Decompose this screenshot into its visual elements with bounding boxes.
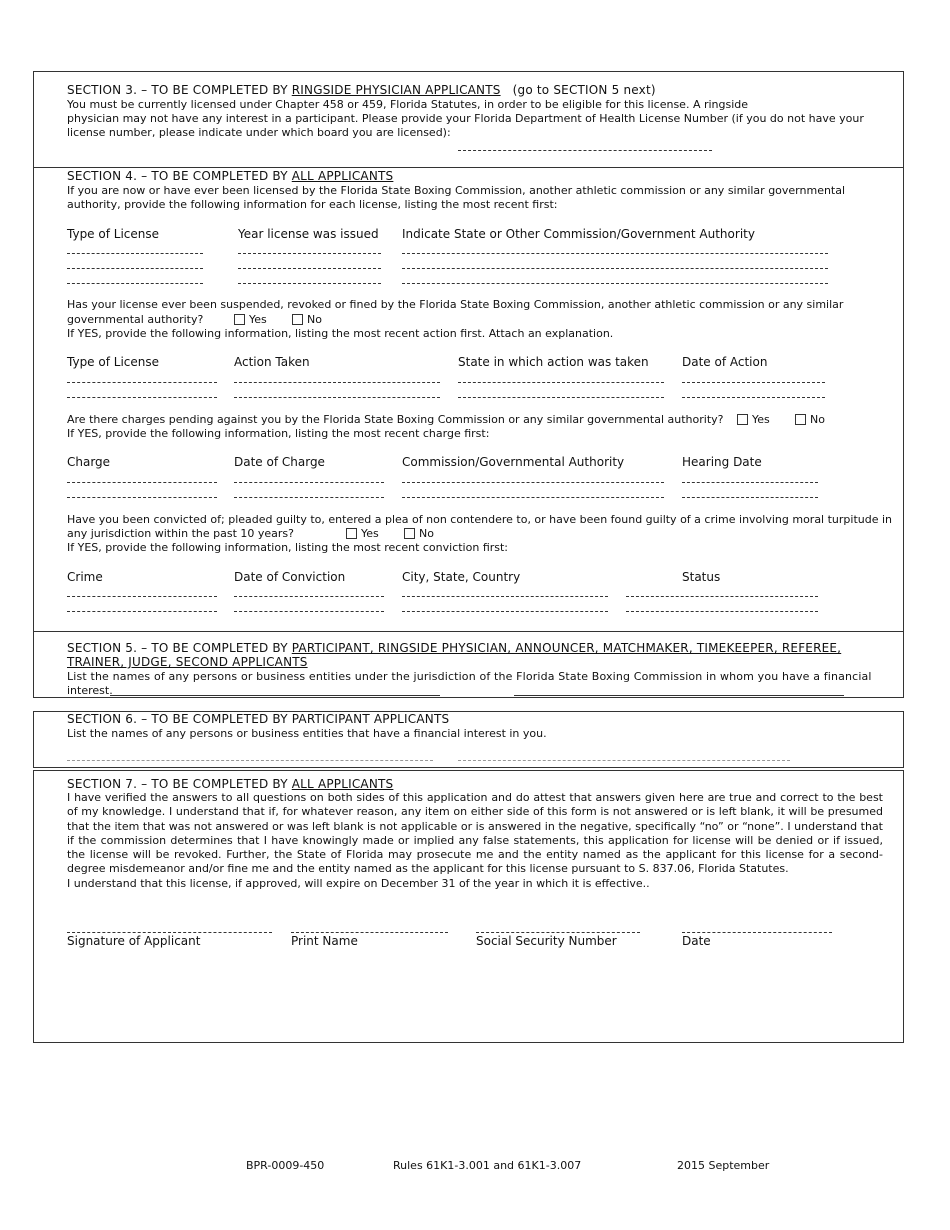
print-name-field[interactable] [291, 932, 448, 933]
charges-yes-checkbox[interactable]: Yes [737, 413, 770, 427]
section-7-attestation: I have verified the answers to all questions on both sides of this application and do attest that answers given here are true and correct to the best of my knowledge. I understand that if, for whatever reason, any item on either side of this form is not answered or is left blank, it will be presumed that the item that was not answered or was left blank is not applicable or is answered in the negative, specifically “no” or “none”. I understand that if the commission determines that I have knowingly made or implied any false statements, this application for license will be denied or if issued, the license will be revoked. Further, the State of Florida may prosecute me and the entity named as the applicant for this license for a second-degree misdemeanor and/or fine me and the entity named as the applicant for this license pursuant to S. 837.06, Florida Statutes. [67, 791, 883, 876]
section-7-heading: SECTION 7. – TO BE COMPLETED BY ALL APPLICANTS [67, 777, 394, 791]
question-charges: Are there charges pending against you by the Florida State Boxing Commission or any similar governmental authority? [67, 413, 724, 426]
col-charge: Charge [67, 455, 111, 469]
license-type-field[interactable] [67, 283, 203, 284]
interested-party-field-2[interactable] [458, 760, 790, 761]
charge-date-field[interactable] [234, 482, 384, 483]
conviction-date-field[interactable] [234, 596, 384, 597]
action-state-field[interactable] [458, 382, 664, 383]
col-commission-authority: Commission/Governmental Authority [402, 455, 625, 469]
checkbox-icon [795, 414, 806, 425]
checkbox-icon [234, 314, 245, 325]
col-type-of-license: Type of License [67, 355, 159, 369]
conviction-location-field[interactable] [402, 596, 608, 597]
action-date-field[interactable] [682, 382, 825, 383]
conviction-date-field[interactable] [234, 611, 384, 612]
section-5-text-2: interest. [67, 684, 113, 697]
license-number-field[interactable] [458, 150, 712, 151]
col-status: Status [682, 570, 721, 584]
action-license-field[interactable] [67, 397, 217, 398]
rules-reference: Rules 61K1-3.001 and 61K1-3.007 [393, 1159, 582, 1172]
section-6-heading: SECTION 6. – TO BE COMPLETED BY PARTICIPANT APPLICANTS [67, 712, 450, 726]
checkbox-icon [292, 314, 303, 325]
date-field[interactable] [682, 932, 832, 933]
col-action-taken: Action Taken [234, 355, 310, 369]
crime-field[interactable] [67, 611, 217, 612]
checkbox-icon [404, 528, 415, 539]
convicted-no-checkbox[interactable]: No [404, 527, 434, 541]
section-3-text-3: license number, please indicate under which board you are licensed): [67, 126, 451, 139]
print-name-label: Print Name [291, 934, 358, 948]
interested-party-field-1[interactable] [67, 760, 433, 761]
col-hearing-date: Hearing Date [682, 455, 762, 469]
checkbox-icon [737, 414, 748, 425]
license-type-field[interactable] [67, 253, 203, 254]
action-taken-field[interactable] [234, 382, 440, 383]
col-state-authority: Indicate State or Other Commission/Government Authority [402, 227, 755, 241]
section-3-text-1: You must be currently licensed under Chapter 458 or 459, Florida Statutes, in order to be eligible for this license. A ringside [67, 98, 749, 111]
date-label: Date [682, 934, 711, 948]
charge-authority-field[interactable] [402, 497, 664, 498]
question-convicted-1: Have you been convicted of; pleaded guilty to, entered a plea of non contendere to, or have been found guilty of a crime involving moral turpitude in [67, 513, 893, 526]
suspended-no-checkbox[interactable]: No [292, 313, 322, 327]
section-3-heading: SECTION 3. – TO BE COMPLETED BY RINGSIDE PHYSICIAN APPLICANTS (go to SECTION 5 next) [67, 83, 656, 97]
question-convicted-2: any jurisdiction within the past 10 years? [67, 527, 294, 540]
signature-label: Signature of Applicant [67, 934, 201, 948]
charge-field[interactable] [67, 497, 217, 498]
question-charges-followup: If YES, provide the following information, listing the most recent charge first: [67, 427, 490, 440]
signature-field[interactable] [67, 932, 272, 933]
convicted-yes-checkbox[interactable]: Yes [346, 527, 379, 541]
conviction-location-field[interactable] [402, 611, 608, 612]
col-date-of-charge: Date of Charge [234, 455, 325, 469]
section-4-intro: If you are now or have ever been licensed by the Florida State Boxing Commission, another athletic commission or any similar governmental authority, provide the following information for each license, listing the most recent first: [67, 184, 846, 212]
section-5-heading: SECTION 5. – TO BE COMPLETED BY PARTICIPANT, RINGSIDE PHYSICIAN, ANNOUNCER, MATCHMAKER, TIMEKEEPER, REFEREE, TRAINER, JUDGE, SECOND APPLICANTS [67, 641, 842, 669]
crime-field[interactable] [67, 596, 217, 597]
license-type-field[interactable] [67, 268, 203, 269]
hearing-date-field[interactable] [682, 497, 818, 498]
financial-interest-field-2[interactable] [514, 695, 844, 696]
ssn-label: Social Security Number [476, 934, 617, 948]
license-year-field[interactable] [238, 283, 381, 284]
license-authority-field[interactable] [402, 283, 828, 284]
license-year-field[interactable] [238, 253, 381, 254]
charge-field[interactable] [67, 482, 217, 483]
license-year-field[interactable] [238, 268, 381, 269]
charge-date-field[interactable] [234, 497, 384, 498]
section-3-text-2: physician may not have any interest in a participant. Please provide your Florida Department of Health License Number (if you do not have your [67, 112, 864, 125]
action-state-field[interactable] [458, 397, 664, 398]
section-7-expiration: I understand that this license, if approved, will expire on December 31 of the year in which it is effective.. [67, 877, 650, 890]
action-taken-field[interactable] [234, 397, 440, 398]
question-suspended-2: governmental authority? [67, 313, 204, 326]
license-authority-field[interactable] [402, 253, 828, 254]
conviction-status-field[interactable] [626, 611, 818, 612]
action-date-field[interactable] [682, 397, 825, 398]
question-suspended-followup: If YES, provide the following information, listing the most recent action first. Attach an explanation. [67, 327, 614, 340]
question-suspended-1: Has your license ever been suspended, revoked or fined by the Florida State Boxing Commission, another athletic commission or any similar [67, 298, 844, 311]
financial-interest-field-1[interactable] [110, 695, 440, 696]
action-license-field[interactable] [67, 382, 217, 383]
section-6-text: List the names of any persons or business entities that have a financial interest in you. [67, 727, 547, 740]
revision-date: 2015 September [677, 1159, 770, 1172]
section-5-text-1: List the names of any persons or business entities under the jurisdiction of the Florida State Boxing Commission in whom you have a financial [67, 670, 872, 683]
license-authority-field[interactable] [402, 268, 828, 269]
col-state-action: State in which action was taken [458, 355, 649, 369]
conviction-status-field[interactable] [626, 596, 818, 597]
col-type-of-license: Type of License [67, 227, 159, 241]
col-city-state-country: City, State, Country [402, 570, 521, 584]
question-convicted-followup: If YES, provide the following information, listing the most recent conviction first: [67, 541, 509, 554]
checkbox-icon [346, 528, 357, 539]
charge-authority-field[interactable] [402, 482, 664, 483]
col-year-issued: Year license was issued [238, 227, 379, 241]
col-date-of-conviction: Date of Conviction [234, 570, 346, 584]
suspended-yes-checkbox[interactable]: Yes [234, 313, 267, 327]
ssn-field[interactable] [476, 932, 640, 933]
col-date-of-action: Date of Action [682, 355, 768, 369]
form-number: BPR-0009-450 [246, 1159, 325, 1172]
charges-no-checkbox[interactable]: No [795, 413, 825, 427]
col-crime: Crime [67, 570, 103, 584]
section-4-heading: SECTION 4. – TO BE COMPLETED BY ALL APPLICANTS [67, 169, 394, 183]
hearing-date-field[interactable] [682, 482, 818, 483]
